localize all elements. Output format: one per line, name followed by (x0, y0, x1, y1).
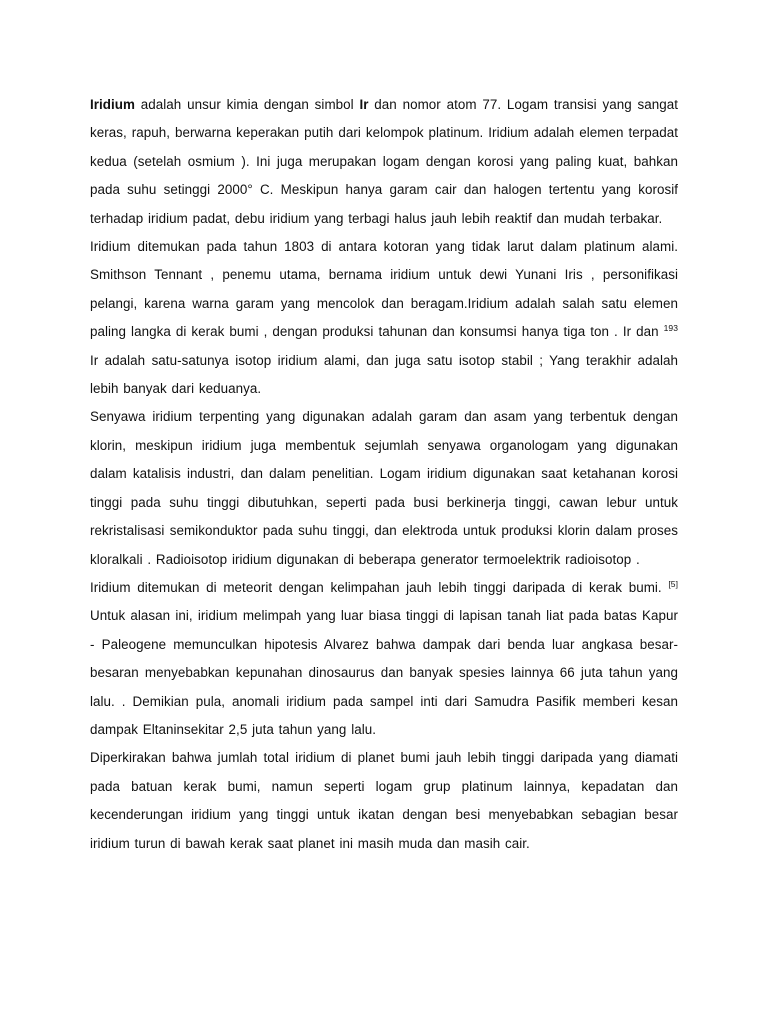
paragraph-text: dan nomor atom 77. Logam transisi yang sangat keras, rapuh, berwarna keperakan putih dari kelompok platinum. Iridium adalah elemen terpadat kedua (setelah osmium ). Ini juga merupakan logam dengan korosi yang paling kuat, bahkan pada suhu setinggi 2000° C. Meskipun hanya garam cair dan halogen tertentu yang korosif terhadap iridium padat, debu iridium yang terbagi halus jauh lebih reaktif dan mudah terbakar. (90, 97, 679, 226)
paragraph-intro (90, 91, 678, 233)
paragraph-text: Untuk alasan ini, iridium melimpah yang luar biasa tinggi di lapisan tanah liat pada batas Kapur - Paleogene memunculkan hipotesis Alvarez bahwa dampak dari benda luar angkasa besar-besaran menyebabkan kepunahan dinosaurus dan banyak spesies lainnya 66 juta tahun yang lalu. . Demikian pula, anomali iridium pada sampel inti dari Samudra Pasifik memberi kesan dampak Eltaninsekitar 2,5 juta tahun yang lalu. (90, 608, 678, 737)
paragraph-abundance (90, 744, 678, 858)
citation-link[interactable]: [5] (668, 578, 678, 589)
paragraph-compounds (90, 403, 678, 573)
term-iridium: Iridium (90, 97, 135, 112)
paragraph-text: Diperkirakan bahwa jumlah total iridium di planet bumi jauh lebih tinggi daripada yang diamati pada batuan kerak bumi, namun seperti logam grup platinum lainnya, kepadatan dan kecenderungan iridium yang tinggi untuk ikatan dengan besi menyebabkan sebagian besar iridium turun di bawah kerak saat planet ini masih muda dan masih cair. (90, 750, 678, 851)
isotope-superscript: 193 (663, 323, 678, 334)
paragraph-text: Senyawa iridium terpenting yang digunakan adalah garam dan asam yang terbentuk dengan klorin, meskipun iridium juga membentuk sejumlah senyawa organologam yang digunakan dalam katalisis industri, dan dalam penelitian. Logam iridium digunakan saat ketahanan korosi tinggi pada suhu tinggi dibutuhkan, seperti pada busi berkinerja tinggi, cawan lebur untuk rekristalisasi semikonduktor pada suhu tinggi, dan elektroda untuk produksi klorin dalam proses kloralkali . Radioisotop iridium digunakan di beberapa generator termoelektrik radioisotop . (90, 409, 678, 567)
paragraph-text: Iridium ditemukan pada tahun 1803 di antara kotoran yang tidak larut dalam platinum alami. Smithson Tennant , penemu utama, bernama iridium untuk dewi Yunani Iris , personifikasi pelangi, karena warna garam yang mencolok dan beragam.Iridium adalah salah satu elemen paling langka di kerak bumi , dengan produksi tahunan dan konsumsi hanya tiga ton . Ir dan (90, 239, 678, 340)
document-body (90, 91, 678, 858)
paragraph-text: Ir adalah satu-satunya isotop iridium alami, dan juga satu isotop stabil ; Yang terakhir adalah lebih banyak dari keduanya. (90, 352, 678, 397)
paragraph-discovery (90, 233, 678, 403)
term-symbol: Ir (359, 97, 369, 112)
paragraph-text: adalah unsur kimia dengan simbol (135, 97, 360, 112)
paragraph-meteorite (90, 574, 678, 744)
paragraph-text: Iridium ditemukan di meteorit dengan kelimpahan jauh lebih tinggi daripada di kerak bumi. (90, 579, 669, 595)
